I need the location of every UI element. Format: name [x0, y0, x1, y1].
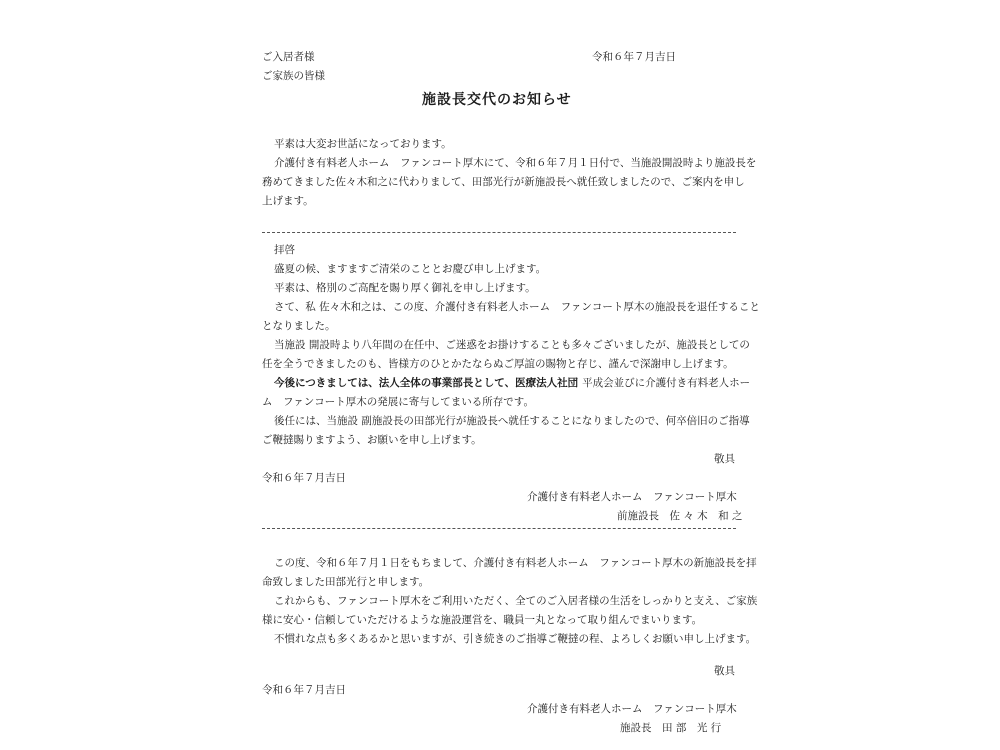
dashed-divider [262, 232, 736, 233]
recipient-families: ご家族の皆様 [262, 70, 325, 82]
section1-line: 後任には、当施設 副施設長の田部光行が施設長へ就任することになりましたので、何卒倍旧のご指導 [274, 415, 750, 427]
section1-date: 令和６年７月吉日 [262, 472, 346, 484]
section1-future-line [274, 376, 750, 390]
section1-line: 当施設 開設時より八年間の在任中、ご迷惑をお掛けすることも多々ございましたが、施設長としての [274, 339, 750, 351]
section1-line: さて、私 佐々木和之は、この度、介護付き有料老人ホーム ファンコート厚木の施設長を退任すること [274, 301, 760, 313]
intro-line: 平素は大変お世話になっております。 [274, 138, 452, 150]
section2-line: この度、令和６年７月１日をもちまして、介護付き有料老人ホーム ファンコート厚木の新施設長を拝 [274, 557, 757, 569]
recipient-residents: ご入居者様 [262, 51, 315, 63]
section2-line: 不慣れな点も多くあるかと思いますが、引き続きのご指導ご鞭撻の程、よろしくお願い申し上げます。 [274, 633, 757, 645]
dashed-divider [262, 528, 736, 529]
section1-line: ご鞭撻賜りますよう、お願いを申し上げます。 [262, 434, 482, 446]
section1-line: 平素は、格別のご高配を賜り厚く御礼を申し上げます。 [274, 282, 536, 294]
intro-line: 上げます。 [262, 195, 314, 207]
header-date: 令和６年７月吉日 [592, 51, 676, 63]
opening-word: 拝啓 [274, 244, 295, 256]
future-role-rest: 平成会並びに介護付き有料老人ホー [582, 377, 751, 389]
section1-line: ム ファンコート厚木の発展に寄与してまいる所存です。 [262, 396, 534, 408]
section1-line: 任を全うできましたのも、皆様方のひとかたならぬご厚誼の賜物と存じ、謹んで深謝申し上げます。 [262, 358, 734, 370]
section2-line: 様に安心・信頼していただけるような施設運営を、職員一丸となって取り組んでまいります。 [262, 614, 703, 626]
intro-line: 介護付き有料老人ホーム ファンコート厚木にて、令和６年７月１日付で、当施設開設時より施設長を [274, 157, 757, 169]
section2-date: 令和６年７月吉日 [262, 684, 346, 696]
section1-org: 介護付き有料老人ホーム ファンコート厚木 [527, 491, 737, 503]
section2-line: 命致しました田部光行と申します。 [262, 576, 430, 588]
former-director-signature: 前施設長 佐 々 木 和 之 [617, 510, 743, 522]
section1-line: 盛夏の候、ますますご清栄のこととお慶び申し上げます。 [274, 263, 547, 275]
new-director-signature: 施設長 田 部 光 行 [620, 722, 722, 734]
intro-line: 務めてきました佐々木和之に代わりまして、田部光行が新施設長へ就任致しましたので、ご案内を申し [262, 176, 745, 188]
section2-line: これからも、ファンコート厚木をご利用いただく、全てのご入居者様の生活をしっかりと支え、ご家族 [274, 595, 758, 607]
section1-line: となりました。 [262, 320, 336, 332]
future-role-bold: 今後につきましては、法人全体の事業部長として、医療法人社団 [274, 377, 579, 389]
closing-word: 敬具 [714, 453, 735, 465]
closing-word: 敬具 [714, 665, 735, 677]
section2-org: 介護付き有料老人ホーム ファンコート厚木 [527, 703, 737, 715]
page-title: 施設長交代のお知らせ [422, 92, 572, 108]
